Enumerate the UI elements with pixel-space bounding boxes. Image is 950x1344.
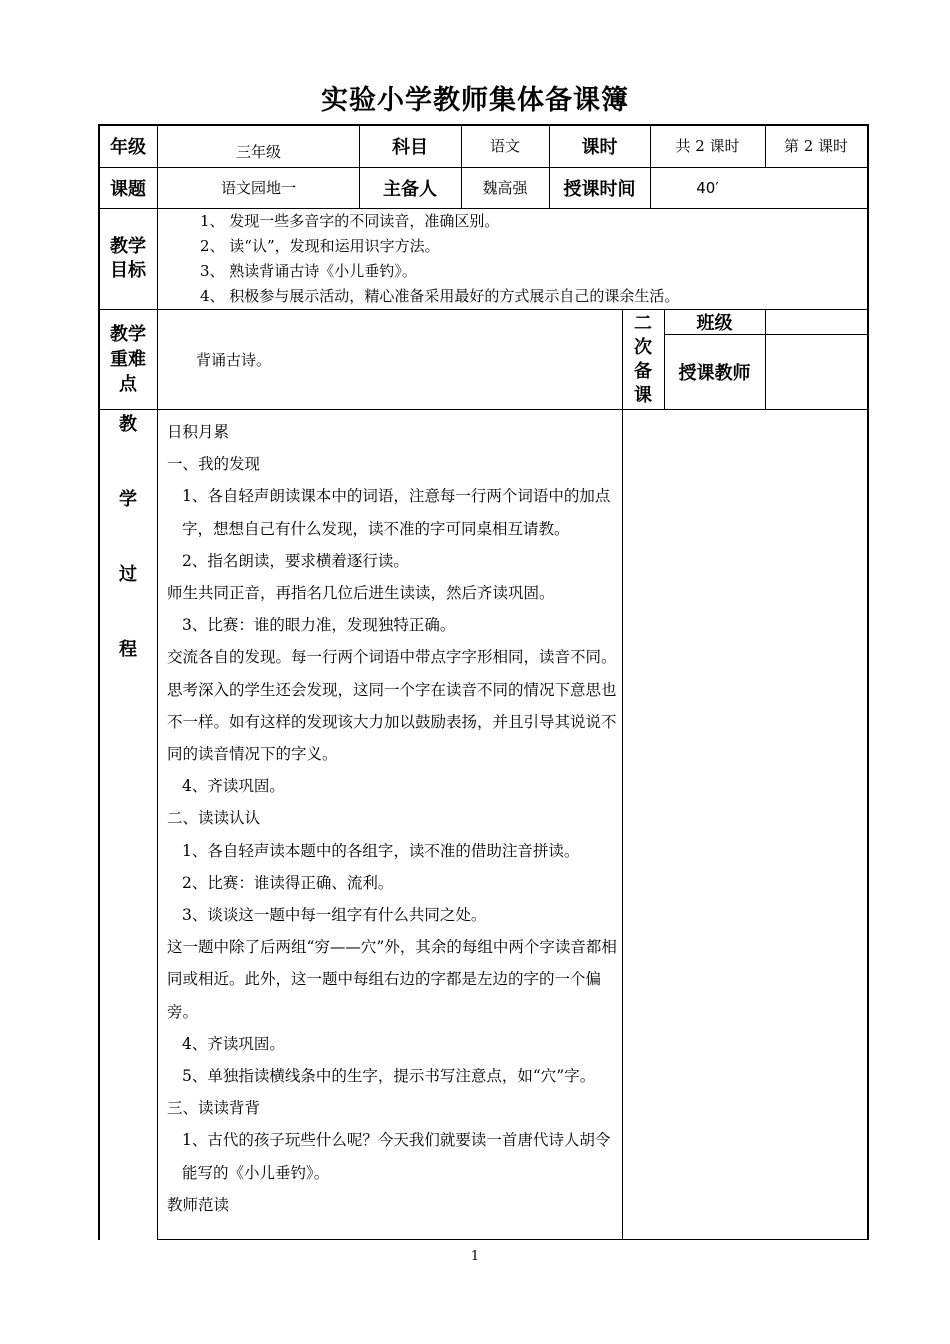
page-number: 1 <box>470 1249 480 1264</box>
process-label-char: 教 <box>119 414 137 435</box>
topic-value: 语文园地一 <box>220 179 296 197</box>
process-line: 交流各自的发现。每一行两个词语中带点字字形相同，读音不同。思考深入的学生还会发现，这同一个字在读音不同的情况下意思也不一样。如有这样的发现该大力加以鼓励表扬，并且引导其说说不同的读音情况下的字义。 <box>167 648 617 764</box>
process-label-char: 学 <box>119 489 137 510</box>
preparer-label: 主备人 <box>383 178 437 200</box>
subject-value: 语文 <box>489 137 520 155</box>
process-line: 三、读读背背 <box>167 1099 261 1118</box>
process-line: 3、谈谈这一题中每一组字有什么共同之处。 <box>182 906 487 925</box>
process-line: 2、指名朗读，要求横着逐行读。 <box>182 551 409 570</box>
process-label-char: 过 <box>119 564 137 585</box>
process-line: 二、读读认认 <box>167 809 261 828</box>
process-line: 4、齐读巩固。 <box>182 1034 285 1053</box>
preparer-value: 魏高强 <box>482 179 528 197</box>
process-line: 3、比赛：谁的眼力准，发现独特正确。 <box>182 616 456 635</box>
process-line: 2、比赛：谁读得正确、流利。 <box>182 873 394 892</box>
process-line: 5、单独指读横线条中的生字，提示书写注意点，如“穴”字。 <box>182 1067 596 1086</box>
process-line: 4、齐读巩固。 <box>182 777 285 796</box>
total-periods: 共 2 课时 <box>675 137 740 155</box>
process-line: 1、各自轻声朗读课本中的词语，注意每一行两个词语中的加点字，想想自己有什么发现，读不准的字可同桌相互请教。 <box>182 487 611 538</box>
goals-label: 教学目标 <box>110 236 146 281</box>
process-line: 一、我的发现 <box>167 455 261 474</box>
process-line: 这一题中除了后两组“穷——穴”外，其余的每组中两个字读音都相同或相近。此外，这一题中每组右边的字都是左边的字的一个偏旁。 <box>167 938 617 1021</box>
goal-item: 2、 读“认”，发现和运用识字方法。 <box>200 237 440 255</box>
subject-label: 科目 <box>392 136 428 158</box>
goals-list <box>170 209 860 309</box>
time-value: 40′ <box>696 178 719 197</box>
second-prep-label: 二次备课 <box>634 312 652 406</box>
goal-item: 3、 熟读背诵古诗《小儿垂钓》。 <box>200 262 417 280</box>
teacher-label: 授课教师 <box>678 363 751 384</box>
time-label: 授课时间 <box>563 178 636 200</box>
current-period: 第 2 课时 <box>783 137 849 155</box>
class-label: 班级 <box>696 312 733 334</box>
difficulty-label: 教学重难点 <box>110 324 146 395</box>
page-title: 实验小学教师集体备课簿 <box>321 85 629 116</box>
period-label: 课时 <box>581 136 618 158</box>
goal-item: 1、 发现一些多音字的不同读音，准确区别。 <box>200 212 500 230</box>
process-content <box>167 416 617 1221</box>
difficulty-value: 背诵古诗。 <box>196 351 272 369</box>
grade-value: 三年级 <box>235 143 281 161</box>
grade-label: 年级 <box>110 136 146 158</box>
process-line: 1、各自轻声读本题中的各组字，读不准的借助注音拼读。 <box>182 841 580 860</box>
process-label-char: 程 <box>119 639 137 660</box>
process-line: 日积月累 <box>167 423 230 441</box>
goal-item: 4、 积极参与展示活动，精心准备采用最好的方式展示自己的课余生活。 <box>200 287 680 305</box>
process-line: 教师范读 <box>167 1195 230 1214</box>
process-line: 1、古代的孩子玩些什么呢？今天我们就要读一首唐代诗人胡令能写的《小儿垂钓》。 <box>182 1131 611 1182</box>
topic-label: 课题 <box>110 178 146 200</box>
process-line: 师生共同正音，再指名几位后进生读读，然后齐读巩固。 <box>167 584 555 603</box>
